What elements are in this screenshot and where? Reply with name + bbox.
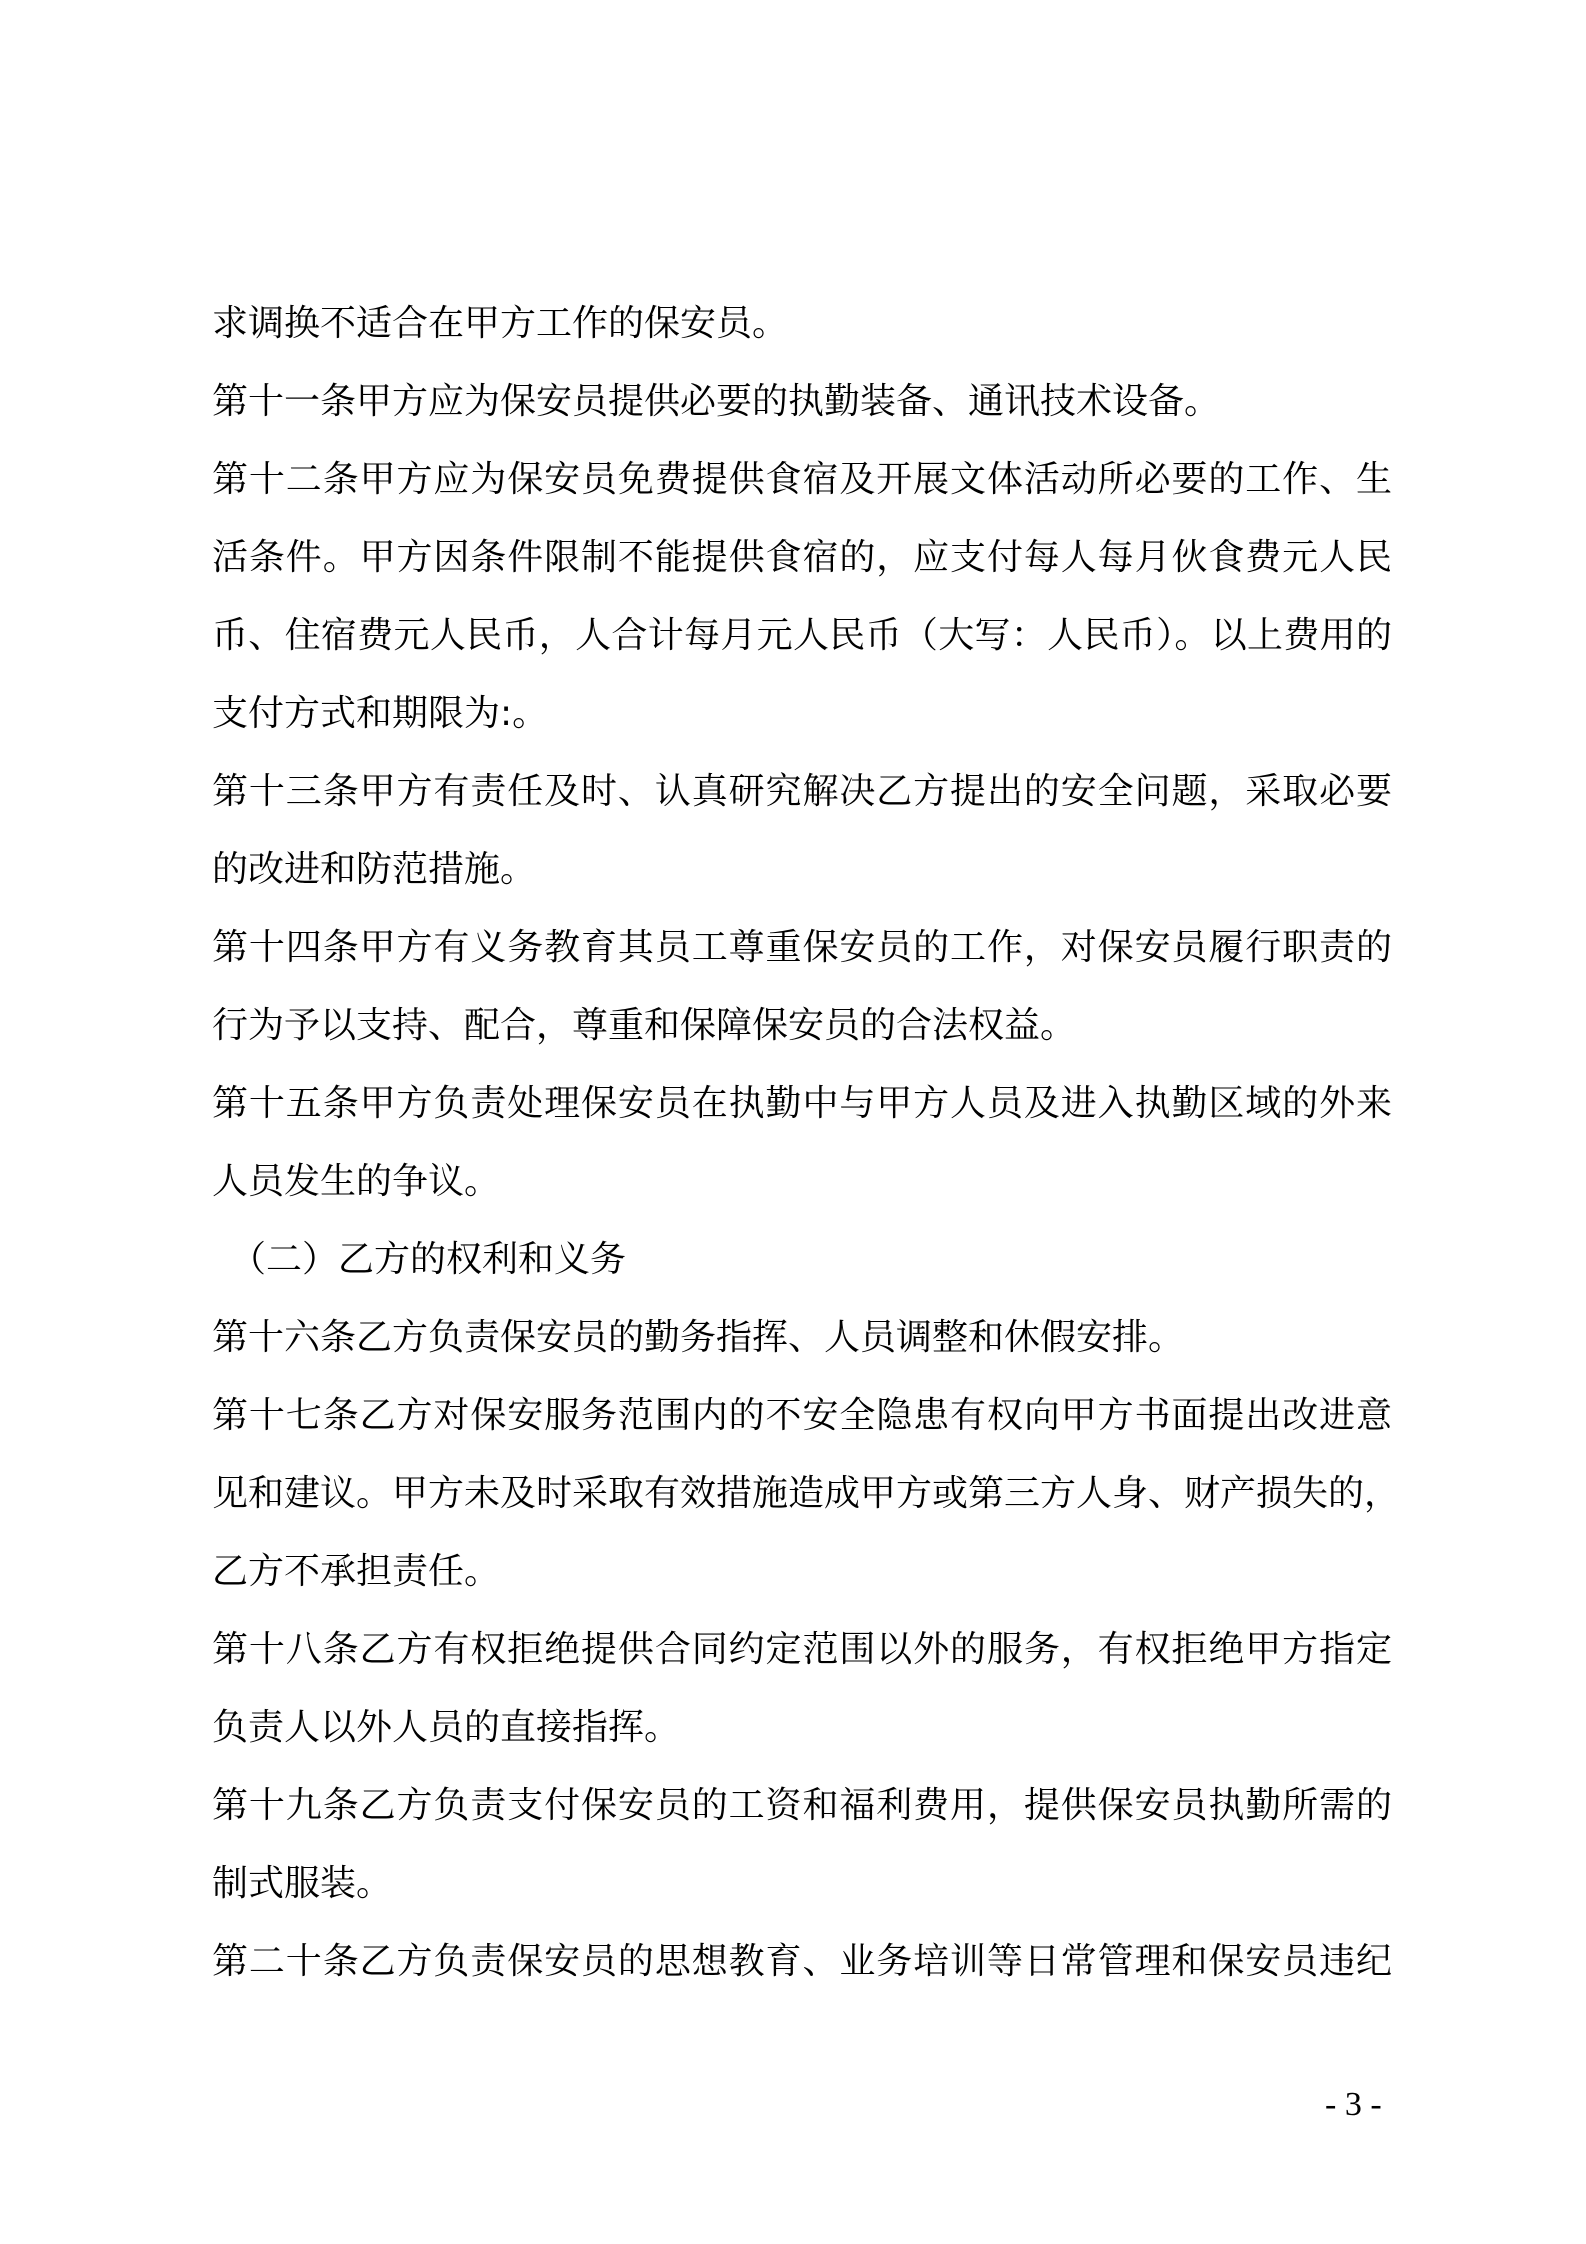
text-line: 负责人以外人员的直接指挥。 [212, 1707, 681, 1748]
text-line: 第十六条乙方负责保安员的勤务指挥、人员调整和休假安排。 [212, 1317, 1185, 1358]
text-line: 第十九条乙方负责支付保安员的工资和福利费用，提供保安员执勤所需的 [212, 1785, 1392, 1826]
document-body [212, 285, 1401, 2001]
text-line: 第十八条乙方有权拒绝提供合同约定范围以外的服务，有权拒绝甲方指定 [212, 1629, 1392, 1670]
text-line: 第十二条甲方应为保安员免费提供食宿及开展文体活动所必要的工作、生 [212, 459, 1392, 500]
text-line: 第十三条甲方有责任及时、认真研究解决乙方提出的安全问题，采取必要 [212, 771, 1392, 812]
text-line: 乙方不承担责任。 [212, 1551, 501, 1592]
text-line: 支付方式和期限为:。 [212, 693, 549, 734]
text-line: 活条件。甲方因条件限制不能提供食宿的，应支付每人每月伙食费元人民 [212, 537, 1392, 578]
text-line: 第十五条甲方负责处理保安员在执勤中与甲方人员及进入执勤区域的外来 [212, 1083, 1392, 1124]
page-number: - 3 - [1325, 2086, 1382, 2123]
text-line: 币、住宿费元人民币，人合计每月元人民币（大写：人民币）。以上费用的 [212, 615, 1392, 656]
text-line: 人员发生的争议。 [212, 1161, 501, 1202]
text-line: 行为予以支持、配合，尊重和保障保安员的合法权益。 [212, 1005, 1077, 1046]
text-line: 的改进和防范措施。 [212, 849, 537, 890]
text-line: 见和建议。甲方未及时采取有效措施造成甲方或第三方人身、财产损失的， [212, 1473, 1401, 1514]
text-line: 第十一条甲方应为保安员提供必要的执勤装备、通讯技术设备。 [212, 381, 1221, 422]
text-line: 第二十条乙方负责保安员的思想教育、业务培训等日常管理和保安员违纪 [212, 1941, 1392, 1982]
text-line: 制式服装。 [212, 1863, 393, 1904]
text-line: 求调换不适合在甲方工作的保安员。 [212, 303, 789, 344]
text-line: 第十四条甲方有义务教育其员工尊重保安员的工作，对保安员履行职责的 [212, 927, 1392, 968]
section-heading: （二）乙方的权利和义务 [230, 1239, 627, 1280]
text-line: 第十七条乙方对保安服务范围内的不安全隐患有权向甲方书面提出改进意 [212, 1395, 1392, 1436]
